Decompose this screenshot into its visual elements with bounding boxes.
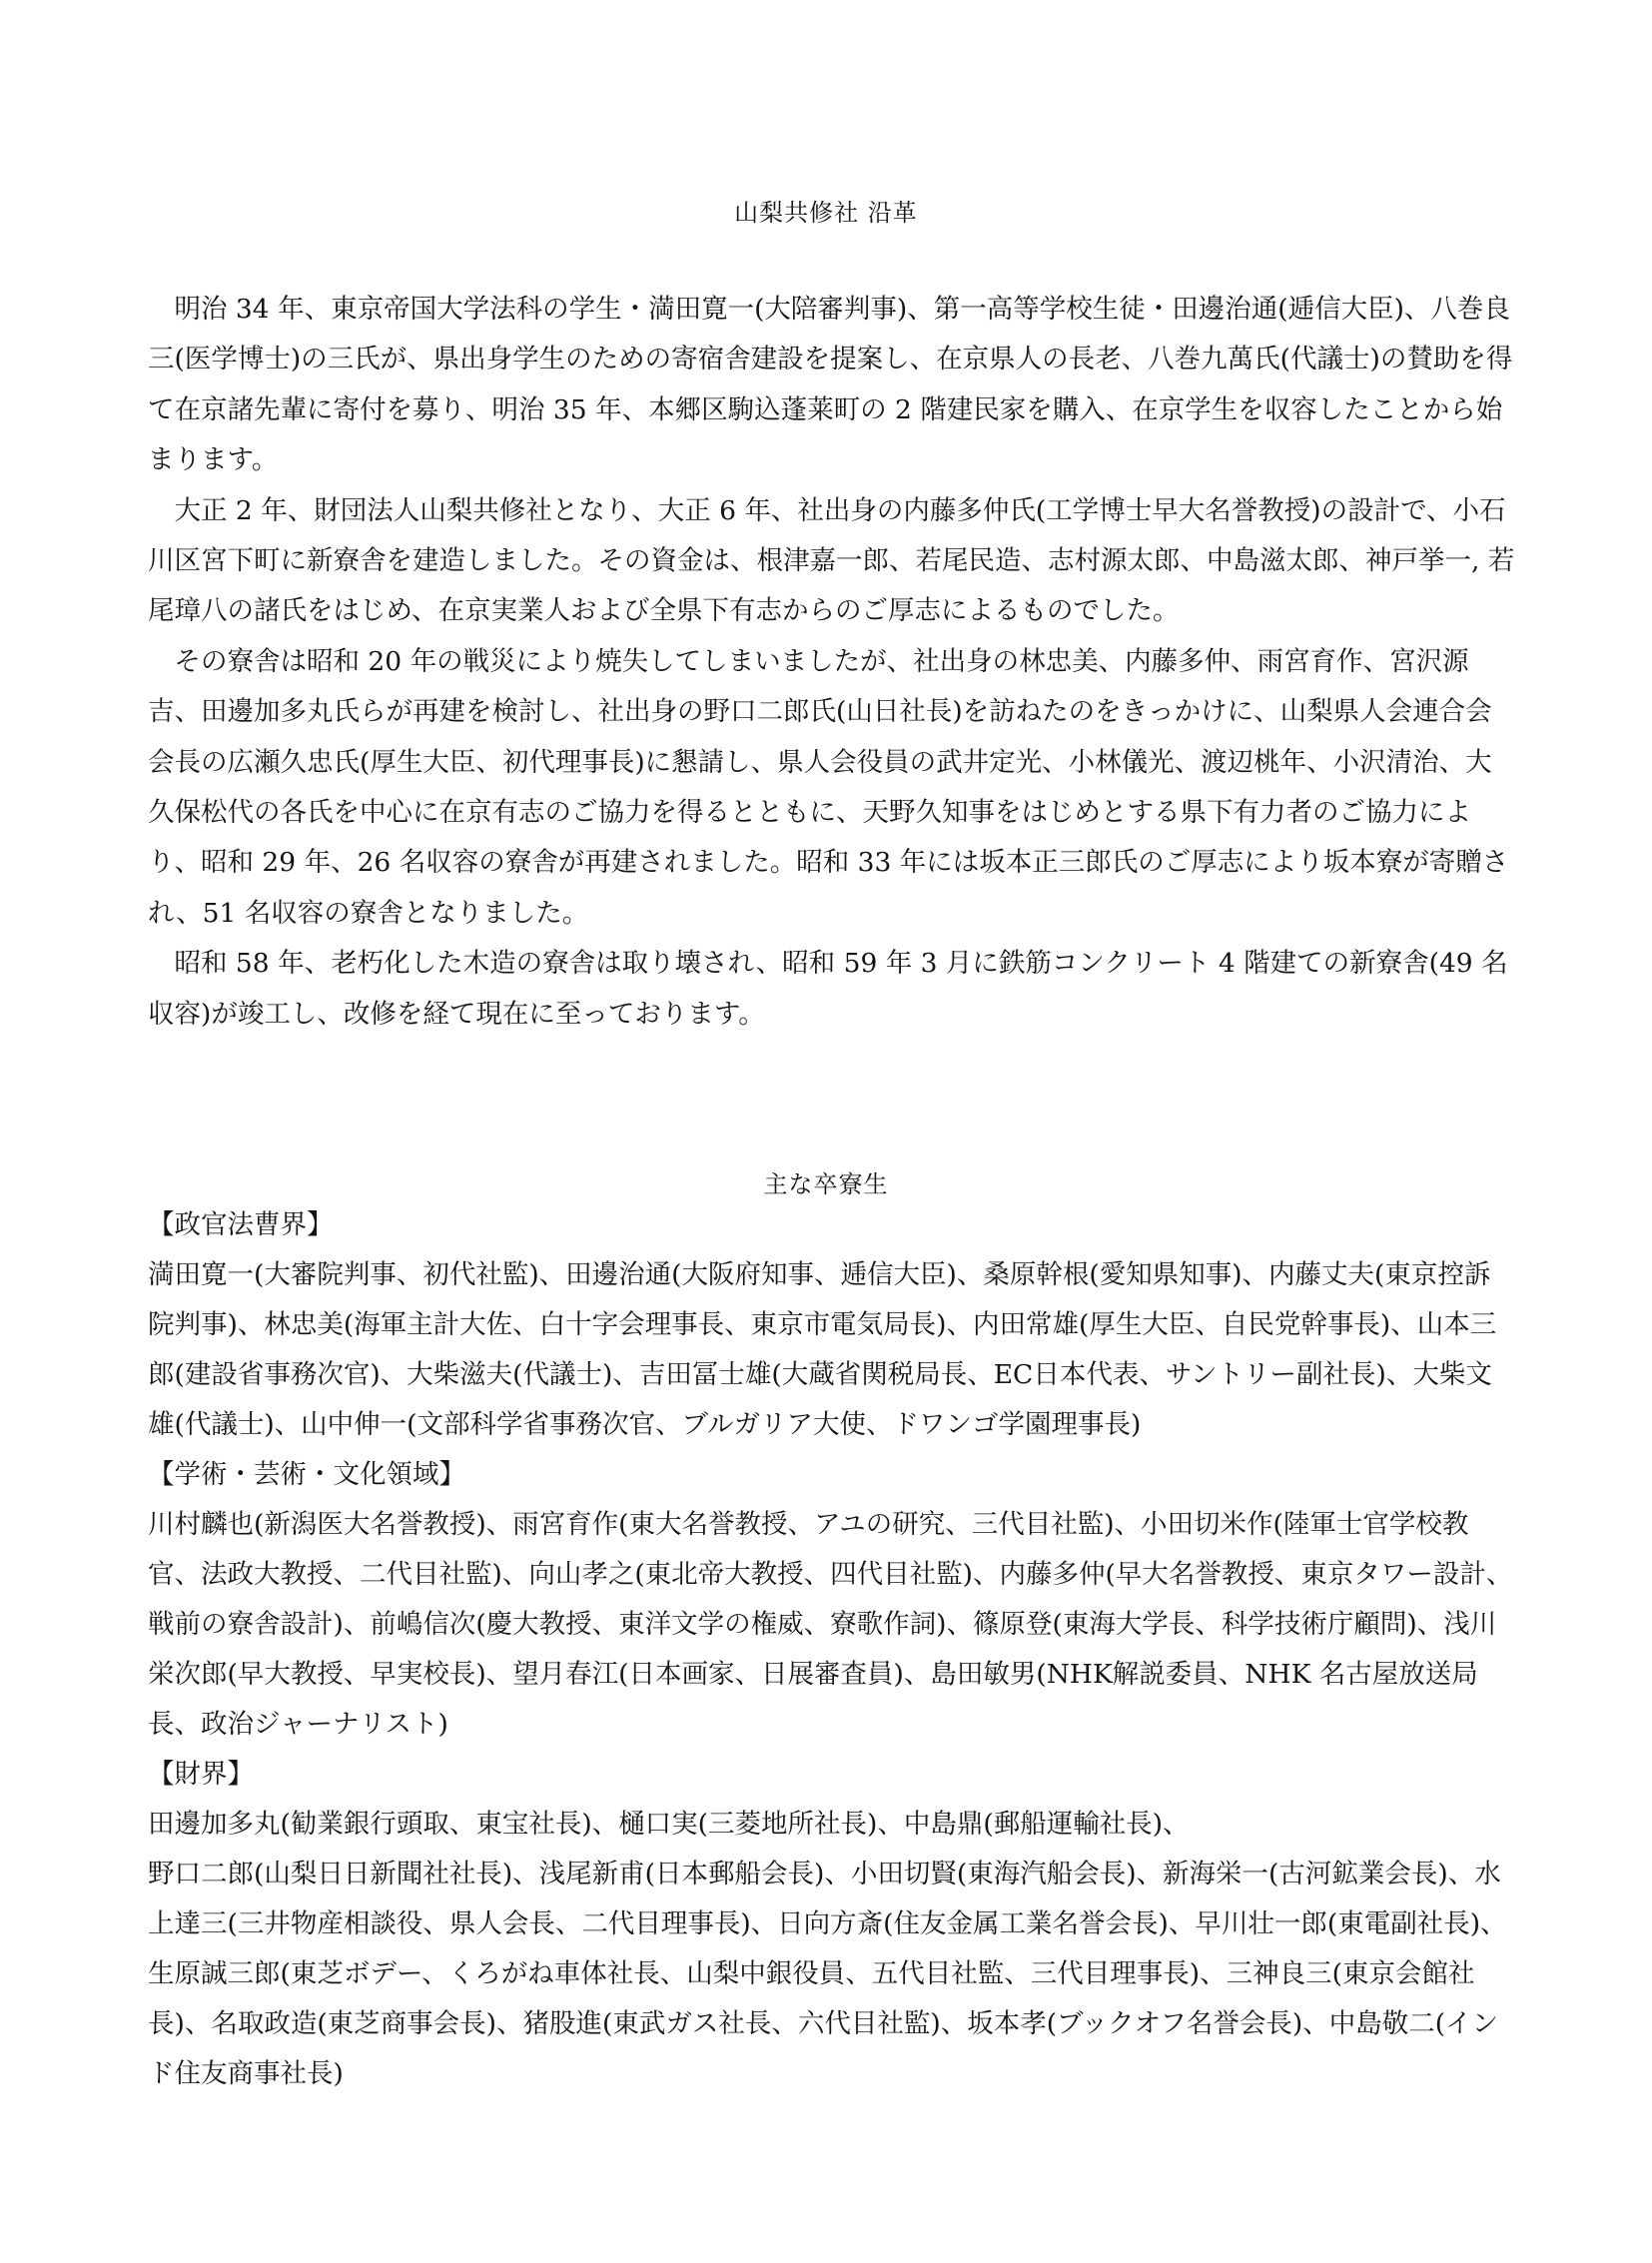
alumni-title: 主な卒寮生 — [763, 1170, 889, 1198]
history-paragraph: 昭和 58 年、老朽化した木造の寮舎は取り壊され、昭和 59 年 3 月に鉄筋コンクリート 4 階建ての新寮舎(49 名収容)が竣工し、改修を経て現在に至っております。 — [148, 948, 1508, 1030]
history-paragraph: その寮舎は昭和 20 年の戦災により焼失してしまいましたが、社出身の林忠美、内藤多仲、雨宮育作、宮沢源吉、田邊加多丸氏らが再建を検討し、社出身の野口二郎氏(山日社長)を訪ねたのをきっかけに、山梨県人会連合会会長の広瀬久忠氏(厚生大臣、初代理事長)に懇請し、県人会役員の武井定光、小林儀光、渡辺桃年、小沢清治、大久保松代の各氏を中心に在京有志のご協力を得るとともに、天野久知事をはじめとする県下有力者のご協力により、昭和 29 年、26 名収容の寮舎が再建されました。昭和 33 年には坂本正三郎氏のご厚志により坂本寮が寄贈され、51 名収容の寮舎となりました。 — [148, 645, 1509, 929]
history-title: 山梨共修社 沿革 — [734, 199, 918, 227]
history-paragraph: 明治 34 年、東京帝国大学法科の学生・満田寛一(大陪審判事)、第一高等学校生徒・田邊治通(逓信大臣)、八巻良三(医学博士)の三氏が、県出身学生のための寄宿舎建設を提案し、在京県人の長老、八巻九萬氏(代議士)の賛助を得て在京諸先輩に寄付を募り、明治 35 年、本郷区駒込蓬莱町の 2 階建民家を購入、在京学生を収容したことから始まります。 — [148, 294, 1513, 476]
category-heading-business: 【財界】 — [148, 1759, 254, 1790]
category-body-academia: 川村麟也(新潟医大名誉教授)、雨宮育作(東大名誉教授、アユの研究、三代目社監)、小田切米作(陸軍士官学校教官、法政大教授、二代目社監)、向山孝之(東北帝大教授、四代目社監)、内藤多仲(早大名誉教授、東京タワー設計、戦前の寮舎設計)、前嶋信次(慶大教授、東洋文学の権威、寮歌作詞)、篠原登(東海大学長、科学技術庁顧問)、浅川栄次郎(早大教授、早実校長)、望月春江(日本画家、日展審査員)、島田敏男(NHK解説委員、NHK 名古屋放送局長、政治ジャーナリスト) — [148, 1509, 1513, 1740]
category-body-business-line1: 田邊加多丸(勧業銀行頭取、東宝社長)、樋口実(三菱地所社長)、中島鼎(郵船運輸社長)、 — [148, 1809, 1190, 1840]
category-heading-academia: 【学術・芸術・文化領域】 — [148, 1459, 465, 1490]
category-heading-politics: 【政官法曹界】 — [148, 1209, 334, 1240]
alumni-section — [148, 1200, 1516, 2099]
category-body-politics: 満田寛一(大審院判事、初代社監)、田邊治通(大阪府知事、逓信大臣)、桑原幹根(愛知県知事)、内藤丈夫(東京控訴院判事)、林忠美(海軍主計大佐、白十字会理事長、東京市電気局長)、内田常雄(厚生大臣、自民党幹事長)、山本三郎(建設省事務次官)、大柴滋夫(代議士)、吉田冨士雄(大蔵省関税局長、EC日本代表、サントリー副社長)、大柴文雄(代議士)、山中伸一(文部科学省事務次官、ブルガリア大使、ドワンゴ学園理事長) — [148, 1259, 1497, 1440]
history-section — [148, 285, 1516, 1040]
category-body-business: 野口二郎(山梨日日新聞社社長)、浅尾新甫(日本郵船会長)、小田切賢(東海汽船会長)、新海栄一(古河鉱業会長)、水上達三(三井物産相談役、県人会長、二代目理事長)、日向方斎(住友金属工業名誉会長)、早川壮一郎(東電副社長)、生原誠三郎(東芝ボデー、くろがね車体社長、山梨中銀役員、五代目社監、三代目理事長)、三神良三(東京会館社長)、名取政造(東芝商事会長)、猪股進(東武ガス社長、六代目社監)、坂本孝(ブックオフ名誉会長)、中島敬二(インド住友商事社長) — [148, 1859, 1507, 2089]
history-paragraph: 大正 2 年、財団法人山梨共修社となり、大正 6 年、社出身の内藤多仲氏(工学博士早大名誉教授)の設計で、小石川区宮下町に新寮舎を建造しました。その資金は、根津嘉一郎、若尾民造、志村源太郎、中島滋太郎、神戸挙一, 若尾璋八の諸氏をはじめ、在京実業人および全県下有志からのご厚志によるものでした。 — [148, 494, 1515, 627]
